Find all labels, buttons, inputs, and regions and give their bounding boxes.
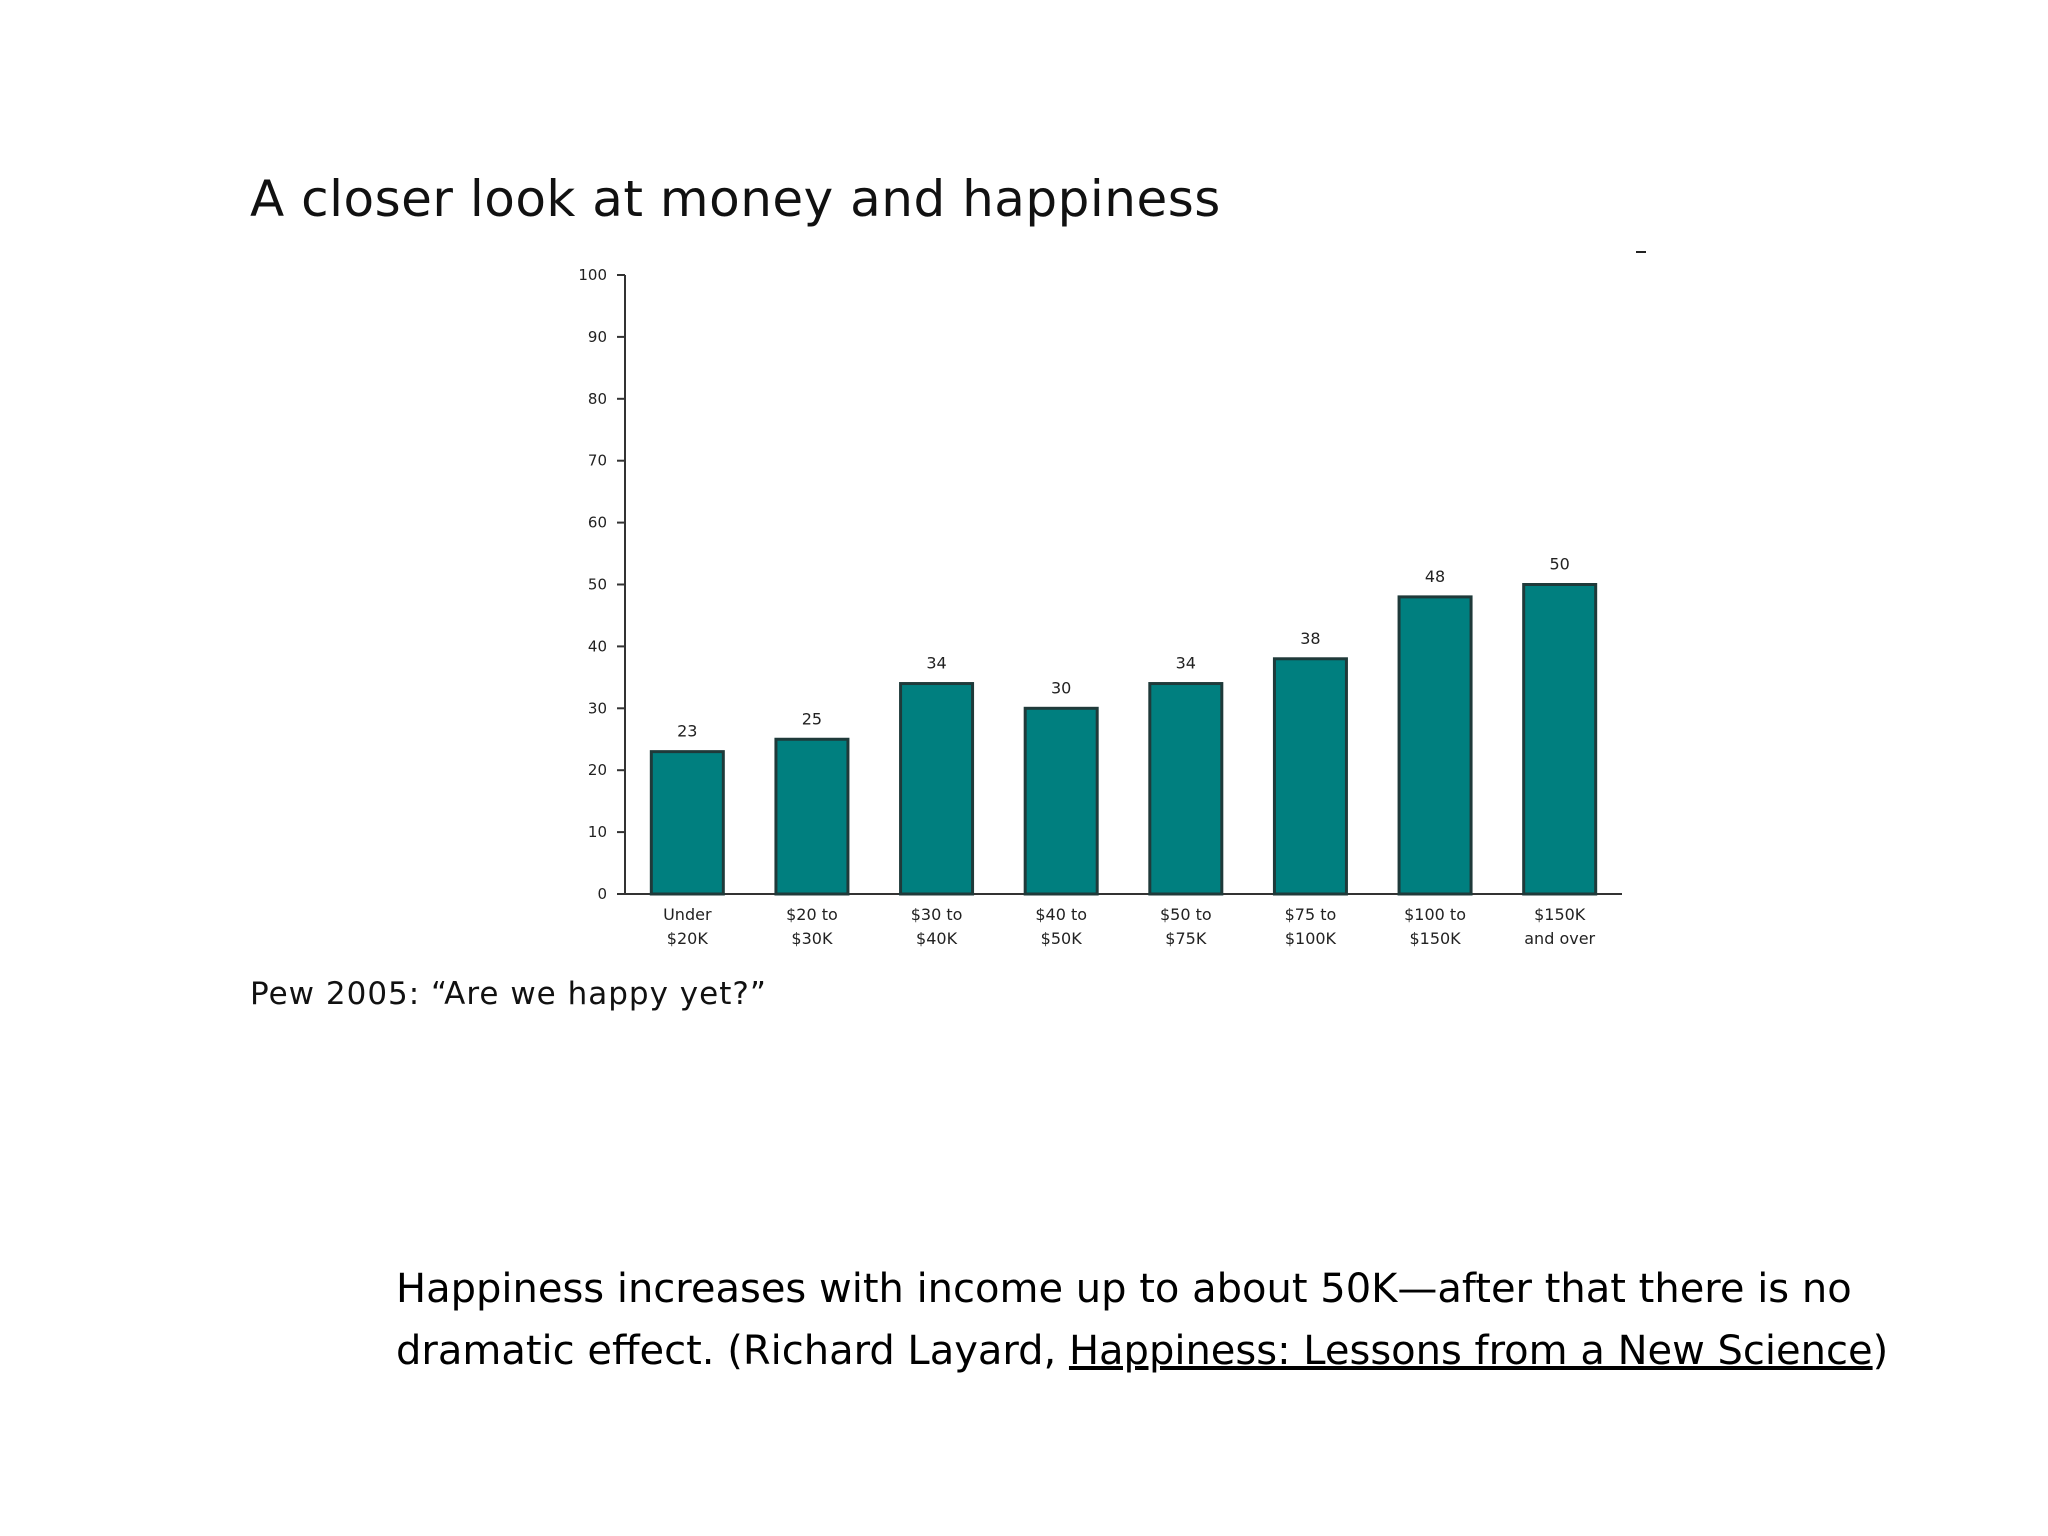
- bar: [1150, 684, 1222, 894]
- bar: [651, 752, 723, 894]
- data-label: 23: [677, 721, 698, 741]
- y-tick-label: 50: [587, 575, 607, 594]
- bar: [1025, 708, 1097, 894]
- bar: [901, 684, 973, 894]
- data-label: 38: [1300, 628, 1321, 648]
- y-tick-label: 80: [587, 389, 607, 408]
- data-label: 25: [801, 709, 823, 729]
- data-label: 50: [1549, 554, 1570, 574]
- x-tick-label: $30 to: [910, 905, 963, 924]
- x-tick-label: $150K: [1534, 905, 1586, 924]
- chart-title: A closer look at money and happiness: [250, 170, 1221, 228]
- y-tick-label: 20: [587, 761, 607, 780]
- y-tick-label: 100: [578, 266, 607, 284]
- data-label: 34: [926, 653, 947, 673]
- caption-text: Happiness increases with income up to about 50K—after that there is no dramatic effect. (Richard Layard,: [396, 1266, 1852, 1374]
- caption-book-title: Happiness: Lessons from a New Science: [1068, 1328, 1873, 1374]
- bar: [1524, 585, 1596, 895]
- y-tick-label: 60: [587, 513, 607, 532]
- bar: [1274, 659, 1346, 894]
- slide-caption: [396, 1258, 1996, 1382]
- y-tick-label: 10: [587, 823, 607, 842]
- y-tick-label: 0: [597, 885, 607, 903]
- bar: [776, 739, 848, 894]
- caption-close-paren: ): [1872, 1328, 1889, 1374]
- x-tick-label: $30K: [791, 929, 833, 948]
- x-tick-label: $40 to: [1035, 905, 1088, 924]
- x-tick-label: Under: [663, 905, 712, 924]
- y-tick-label: 40: [587, 637, 607, 656]
- x-tick-label: $20 to: [786, 905, 838, 924]
- y-tick-label: 90: [587, 327, 607, 346]
- y-tick-label: 70: [587, 451, 607, 470]
- x-tick-label: $100 to: [1404, 905, 1466, 924]
- x-tick-label: $150K: [1409, 929, 1461, 948]
- data-label: 48: [1424, 566, 1446, 586]
- x-tick-label: $20K: [666, 929, 708, 948]
- x-tick-label: $50 to: [1159, 905, 1212, 924]
- x-tick-label: $100K: [1284, 929, 1337, 948]
- x-tick-label: $50K: [1040, 929, 1082, 948]
- data-label: 30: [1051, 678, 1072, 698]
- x-tick-label: and over: [1524, 929, 1596, 948]
- bar: [1399, 597, 1471, 894]
- x-tick-label: $75 to: [1284, 905, 1337, 924]
- chart-source: Pew 2005: “Are we happy yet?”: [250, 976, 767, 1012]
- x-tick-label: $40K: [916, 929, 958, 948]
- y-tick-label: 30: [587, 699, 607, 718]
- data-label: 34: [1175, 653, 1196, 673]
- x-tick-label: $75K: [1165, 929, 1207, 948]
